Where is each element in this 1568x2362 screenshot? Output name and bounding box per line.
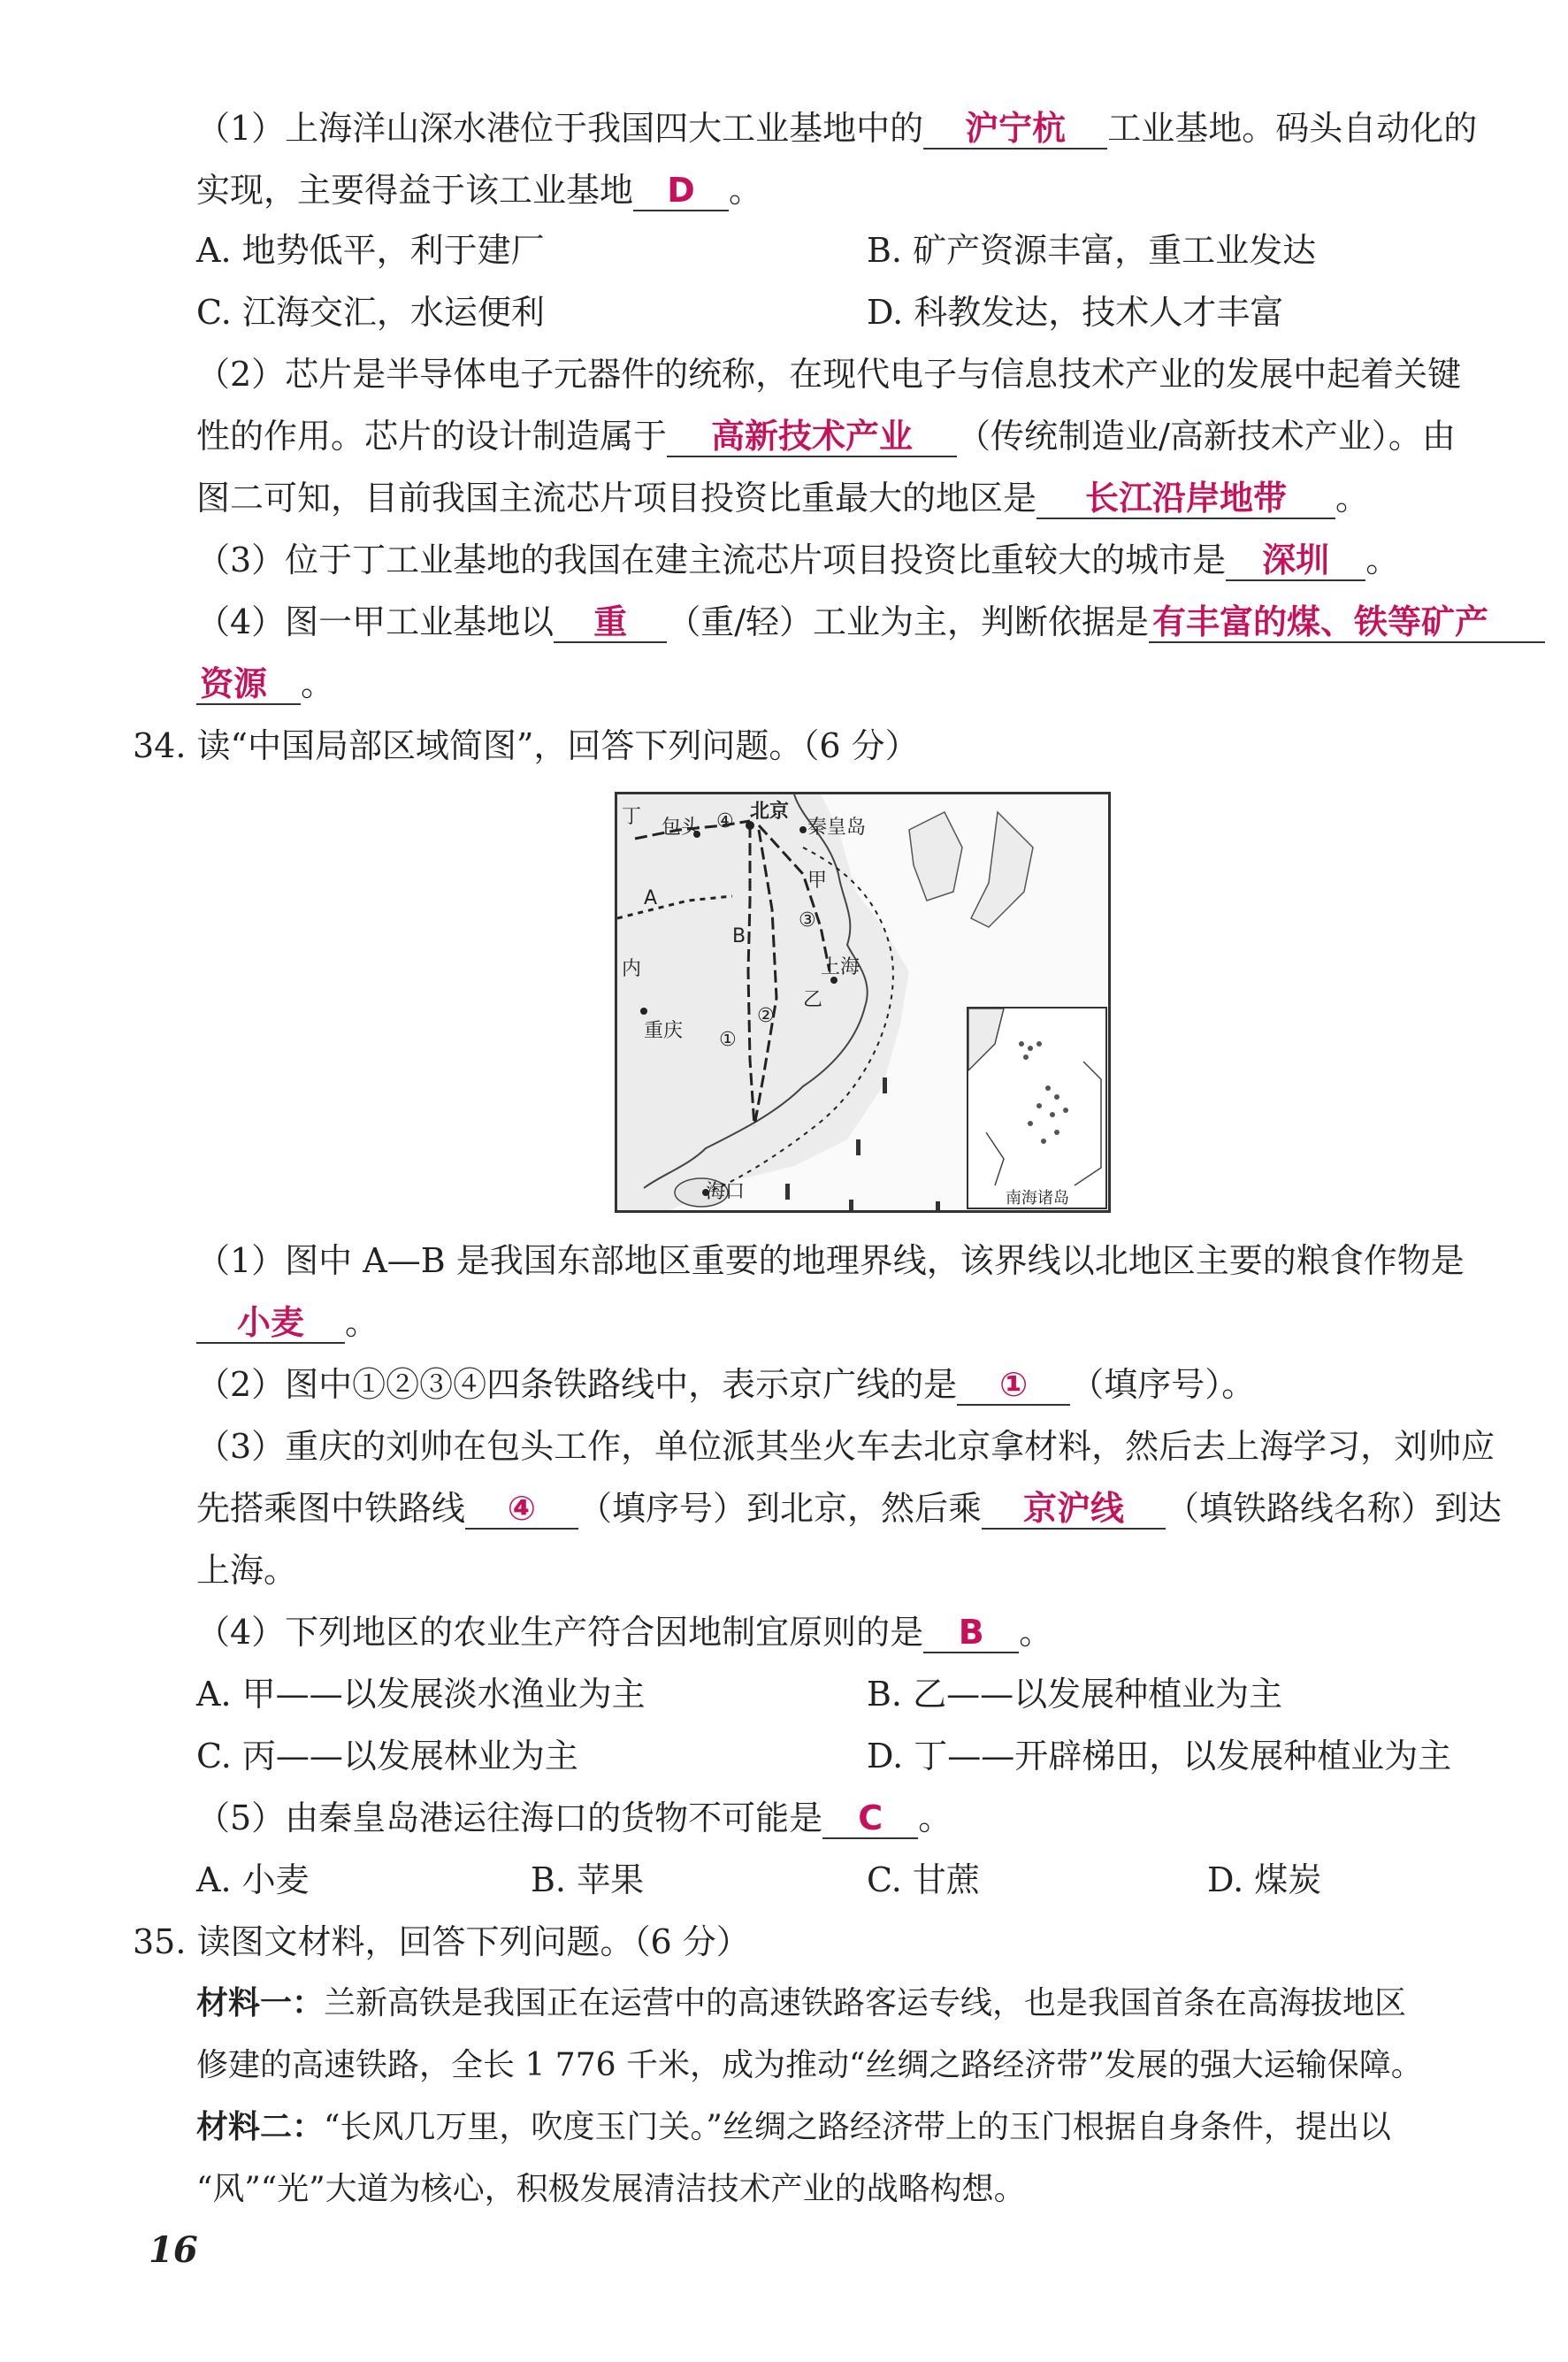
q35-material1-line2: 修建的高速铁路，全长 1 776 千米，成为推动“丝绸之路经济带”发展的强大运输保障。: [196, 2047, 1423, 2083]
q34-p5-option-d: D. 煤炭: [1207, 1860, 1322, 1899]
option-c: C. 江海交汇，水运便利: [196, 293, 545, 332]
q33-part4-line2: [196, 662, 1522, 706]
map-label-qinhuangdao: 秦皇岛: [807, 817, 867, 839]
q34-option-b: B. 乙——以发展种植业为主: [867, 1675, 1283, 1714]
answer-blank: C: [822, 1798, 918, 1839]
q35-material2-line2: “风”“光”大道为核心，积极发展清洁技术产业的战略构想。: [196, 2171, 1026, 2207]
text: （4）图一甲工业基地以: [196, 602, 555, 641]
map-label-nei: 内: [622, 958, 642, 980]
map-label-haikou: 海口: [706, 1181, 746, 1203]
map-label-shanghai: 上海: [821, 956, 860, 978]
answer-blank: 有丰富的煤、铁等矿产: [1149, 602, 1545, 643]
q33-part4-line1: [196, 600, 1522, 644]
q34-title: 34. 读“中国局部区域简图”，回答下列问题。（6 分）: [133, 726, 919, 765]
map-label-jia: 甲: [807, 870, 828, 892]
text: 。: [1335, 479, 1370, 518]
q33-part2-line1: （2）芯片是半导体电子元器件的统称，在现代电子与信息技术产业的发展中起着关键: [196, 355, 1462, 394]
map-label-beijing: 北京: [750, 801, 790, 823]
text: 性的作用。芯片的设计制造属于: [196, 417, 668, 456]
answer-blank: 京沪线: [982, 1489, 1166, 1530]
map-label-rail-4: ④: [716, 810, 734, 832]
answer-blank: 沪宁杭: [923, 109, 1107, 150]
map-label-chongqing: 重庆: [644, 1020, 684, 1042]
map-label-b: B: [732, 925, 746, 947]
q34-part3-line3: 上海。: [196, 1551, 298, 1590]
q34-part3-line1: （3）重庆的刘帅在包头工作，单位派其坐火车去北京拿材料，然后去上海学习，刘帅应: [196, 1427, 1495, 1466]
q34-option-a: A. 甲——以发展淡水渔业为主: [196, 1675, 646, 1714]
text: 。: [345, 1303, 379, 1342]
text: 。: [301, 664, 335, 703]
answer-blank: B: [923, 1613, 1019, 1653]
map-label-ding: 丁: [622, 806, 642, 828]
inset-label: 南海诸岛: [1006, 1189, 1069, 1208]
text: （填序号）。: [1070, 1365, 1256, 1404]
q34-part1-line1: （1）图中 A—B 是我国东部地区重要的地理界线，该界线以北地区主要的粮食作物是: [196, 1241, 1465, 1280]
q35-title: 35. 读图文材料，回答下列问题。（6 分）: [133, 1922, 750, 1961]
answer-blank: 长江沿岸地带: [1036, 479, 1335, 519]
q34-p5-option-a: A. 小麦: [196, 1860, 310, 1899]
option-a: A. 地势低平，利于建厂: [196, 231, 545, 270]
q34-option-c: C. 丙——以发展林业为主: [196, 1737, 578, 1775]
text: 兰新高铁是我国正在运营中的高速铁路客运专线，也是我国首条在高海拔地区: [324, 1985, 1407, 2021]
text: 。: [1365, 541, 1400, 579]
q34-part3-line2: [196, 1486, 1522, 1530]
q35-material1-line1: [196, 1982, 1522, 2026]
text: 先搭乘图中铁路线: [196, 1489, 466, 1528]
text: （传统制造业/高新技术产业）。由: [957, 417, 1456, 456]
q35-material2-line1: [196, 2105, 1522, 2150]
text: 。: [729, 171, 763, 210]
q34-part1-line2: [196, 1300, 1522, 1345]
text: （4）下列地区的农业生产符合因地制宜原则的是: [196, 1613, 924, 1652]
answer-blank: 资源: [196, 664, 301, 705]
q33-part1-line1: [196, 106, 1522, 150]
text: 。: [918, 1798, 952, 1837]
text: （2）图中①②③④四条铁路线中，表示京广线的是: [196, 1365, 958, 1404]
q34-part4: [196, 1610, 1522, 1654]
map-label-rail-3: ③: [799, 909, 816, 932]
text: “长风几万里，吹度玉门关。”丝绸之路经济带上的玉门根据自身条件，提出以: [324, 2109, 1391, 2145]
answer-blank: D: [633, 171, 729, 211]
q33-part2-line3: [196, 476, 1522, 520]
text: 工业基地。码头自动化的: [1107, 109, 1478, 148]
q33-part3: [196, 538, 1522, 582]
answer-blank: 高新技术产业: [667, 417, 957, 457]
q34-p5-option-b: B. 苹果: [531, 1860, 645, 1899]
page-number: 16: [149, 2229, 198, 2271]
map-label-rail-2: ②: [757, 1005, 775, 1027]
map-label-yi: 乙: [803, 989, 823, 1011]
material-label: 材料二：: [196, 2109, 325, 2145]
q34-p5-option-c: C. 甘蔗: [867, 1860, 980, 1899]
q33-part2-line2: [196, 414, 1522, 458]
q34-part5: [196, 1796, 1522, 1840]
text: 实现，主要得益于该工业基地: [196, 171, 634, 210]
text: （填序号）到北京，然后乘: [578, 1489, 983, 1528]
map-label-a: A: [644, 887, 658, 909]
map-label-baotou: 包头: [662, 817, 701, 839]
q34-option-d: D. 丁——开辟梯田，以发展种植业为主: [867, 1737, 1452, 1775]
q34-part2: [196, 1362, 1522, 1407]
answer-blank: 重: [554, 602, 667, 643]
option-b: B. 矿产资源丰富，重工业发达: [867, 231, 1317, 270]
answer-blank: ④: [465, 1489, 578, 1530]
text: （重/轻）工业为主，判断依据是: [667, 602, 1149, 641]
map-label-rail-1: ①: [719, 1029, 737, 1051]
china-region-map: [615, 792, 1111, 1213]
answer-blank: 小麦: [196, 1303, 345, 1344]
inset-drawing: [968, 1008, 1105, 1208]
answer-blank: ①: [957, 1365, 1070, 1406]
text: （3）位于丁工业基地的我国在建主流芯片项目投资比重较大的城市是: [196, 541, 1227, 579]
option-d: D. 科教发达，技术人才丰富: [867, 293, 1284, 332]
material-label: 材料一：: [196, 1985, 325, 2021]
south-china-sea-inset: [967, 1007, 1107, 1209]
text: 图二可知，目前我国主流芯片项目投资比重最大的地区是: [196, 479, 1037, 518]
text: 。: [1019, 1613, 1053, 1652]
q33-part1-line2: [196, 168, 1522, 212]
text: （5）由秦皇岛港运往海口的货物不可能是: [196, 1798, 823, 1837]
text: （填铁路线名称）到达: [1166, 1489, 1503, 1528]
answer-blank: 深圳: [1226, 541, 1365, 581]
text: （1）上海洋山深水港位于我国四大工业基地中的: [196, 109, 924, 148]
